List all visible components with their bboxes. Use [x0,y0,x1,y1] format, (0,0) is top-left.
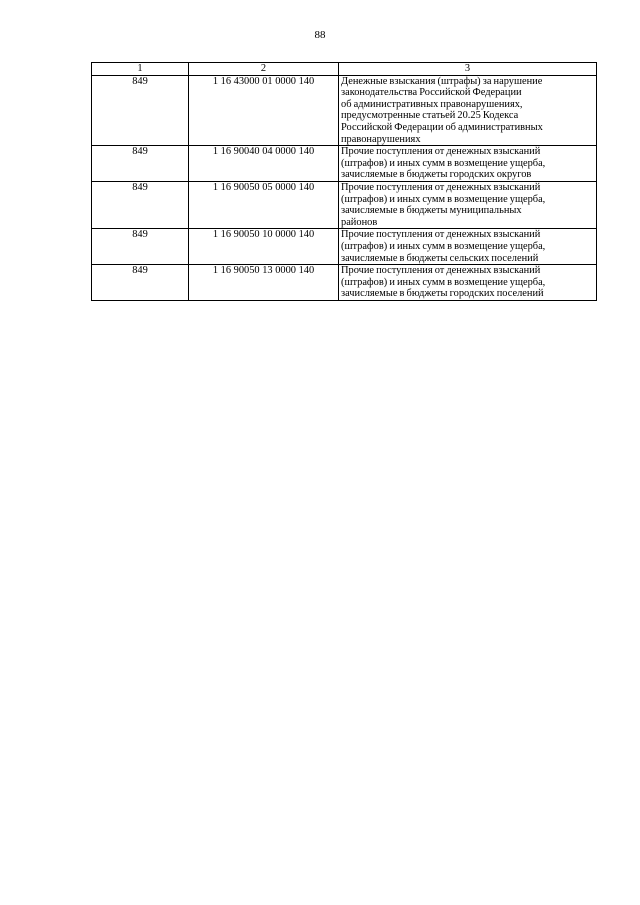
table-row [92,75,597,146]
revenue-name-line: Денежные взыскания (штрафы) за нарушение [341,75,543,87]
table-row [92,181,597,228]
revenue-name-cell [339,265,597,301]
page-number: 88 [314,29,326,41]
column-header-2: 2 [189,63,339,76]
revenue-name-line: зачисляемые в бюджеты сельских поселений [341,252,539,264]
revenue-name-line: законодательства Российской Федерации [341,87,522,99]
revenue-name-cell [339,229,597,265]
budget-classification-code-cell: 1 16 90050 10 0000 140 [189,229,339,265]
revenue-name-line: предусмотренные статьей 20.25 Кодекса [341,110,519,122]
budget-codes-table [91,62,597,301]
revenue-name-line: зачисляемые в бюджеты городских поселений [341,288,544,300]
revenue-name-line: районов [341,216,378,228]
revenue-name-cell [339,146,597,182]
table-body [92,75,597,300]
revenue-name-line: Прочие поступления от денежных взысканий [341,229,541,241]
revenue-name-line: зачисляемые в бюджеты муниципальных [341,205,522,217]
revenue-name-cell [339,75,597,146]
table-header-row [92,63,597,76]
revenue-name-cell [339,181,597,228]
revenue-name-line: Прочие поступления от денежных взысканий [341,181,541,193]
table-row [92,265,597,301]
admin-code-cell: 849 [92,181,189,228]
admin-code-cell: 849 [92,75,189,146]
column-header-1: 1 [92,63,189,76]
table-row [92,146,597,182]
admin-code-cell: 849 [92,146,189,182]
admin-code-cell: 849 [92,265,189,301]
revenue-name-line: Российской Федерации об административных [341,121,543,133]
budget-classification-code-cell: 1 16 90050 05 0000 140 [189,181,339,228]
revenue-name-line: (штрафов) и иных сумм в возмещение ущерба, [341,157,546,169]
table-row [92,229,597,265]
admin-code-cell: 849 [92,229,189,265]
revenue-name-line: (штрафов) и иных сумм в возмещение ущерба, [341,276,546,288]
budget-classification-code-cell: 1 16 43000 01 0000 140 [189,75,339,146]
column-header-3: 3 [339,63,597,76]
revenue-name-line: Прочие поступления от денежных взысканий [341,265,541,277]
table-header [92,63,597,76]
revenue-name-line: Прочие поступления от денежных взысканий [341,146,541,158]
budget-classification-code-cell: 1 16 90050 13 0000 140 [189,265,339,301]
budget-classification-code-cell: 1 16 90040 04 0000 140 [189,146,339,182]
revenue-name-line: зачисляемые в бюджеты городских округов [341,169,532,181]
revenue-name-line: (штрафов) и иных сумм в возмещение ущерба, [341,240,546,252]
revenue-name-line: правонарушениях [341,133,421,145]
revenue-name-line: об административных правонарушениях, [341,98,523,110]
revenue-name-line: (штрафов) и иных сумм в возмещение ущерба, [341,193,546,205]
